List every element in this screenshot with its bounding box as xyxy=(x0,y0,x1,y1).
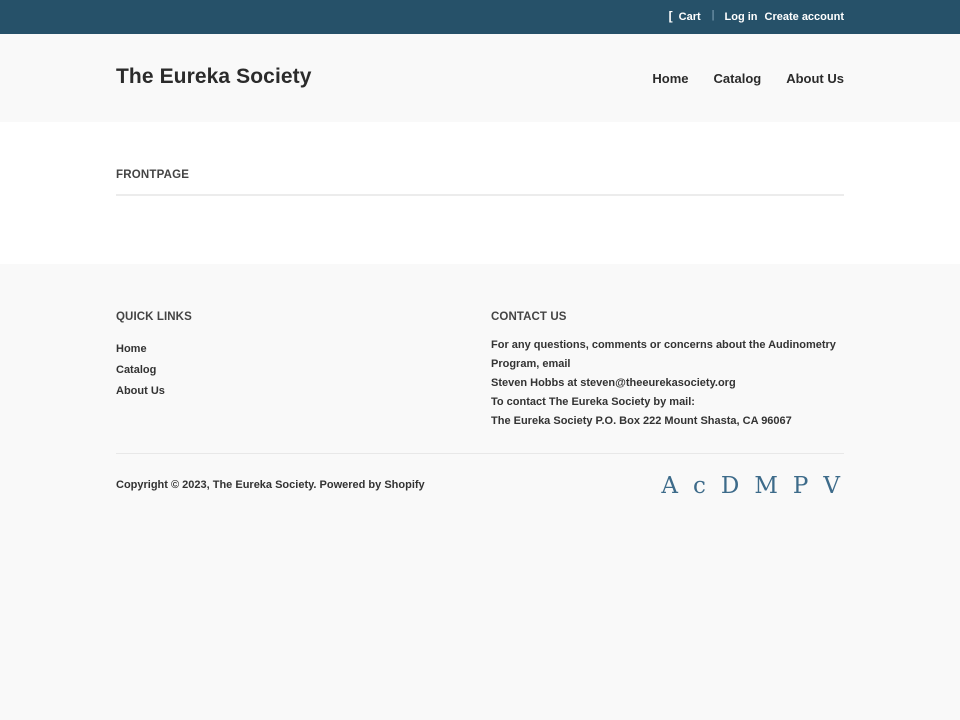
cart-icon: [ xyxy=(668,8,673,23)
nav-home[interactable]: Home xyxy=(652,71,689,86)
cart-link[interactable] xyxy=(668,8,701,23)
account-links xyxy=(669,0,844,34)
quick-links-heading: QUICK LINKS xyxy=(116,311,192,323)
copyright: Copyright © 2023, The Eureka Society. Powered by Shopify xyxy=(116,479,425,491)
footer xyxy=(0,264,960,720)
separator: | xyxy=(711,9,715,21)
payment-icons xyxy=(661,473,840,499)
paypal-icon: P xyxy=(792,473,809,499)
top-bar xyxy=(0,0,960,34)
main-nav xyxy=(652,71,844,86)
visa-icon: V xyxy=(823,473,840,499)
footer-link-home[interactable]: Home xyxy=(116,343,147,355)
contact-info xyxy=(491,336,836,431)
contact-line: For any questions, comments or concerns about the Audinometry Program, email xyxy=(491,339,836,370)
site-title[interactable]: The Eureka Society xyxy=(116,65,312,88)
page-title: FRONTPAGE xyxy=(116,169,190,181)
create-account-link[interactable]: Create account xyxy=(764,11,844,23)
footer-divider xyxy=(116,453,844,454)
contact-email-line: Steven Hobbs at steven@theeurekasociety.org xyxy=(491,377,736,389)
amex-icon: A xyxy=(661,473,678,499)
contact-line: To contact The Eureka Society by mail: xyxy=(491,396,695,408)
divider xyxy=(116,194,844,196)
login-link[interactable]: Log in xyxy=(724,11,758,23)
main-content xyxy=(0,122,960,264)
footer-link-about-us[interactable]: About Us xyxy=(116,385,165,397)
quick-links-list xyxy=(116,339,165,402)
cart-label: Cart xyxy=(678,11,701,23)
contact-heading: CONTACT US xyxy=(491,311,567,323)
site-header xyxy=(0,34,960,122)
contact-address: The Eureka Society P.O. Box 222 Mount Shasta, CA 96067 xyxy=(491,415,792,427)
discover-icon: D xyxy=(720,473,740,499)
nav-about-us[interactable]: About Us xyxy=(786,71,844,86)
footer-link-catalog[interactable]: Catalog xyxy=(116,364,157,376)
nav-catalog[interactable]: Catalog xyxy=(713,71,762,86)
mastercard-icon: M xyxy=(754,473,778,499)
diners-icon: c xyxy=(692,473,706,499)
